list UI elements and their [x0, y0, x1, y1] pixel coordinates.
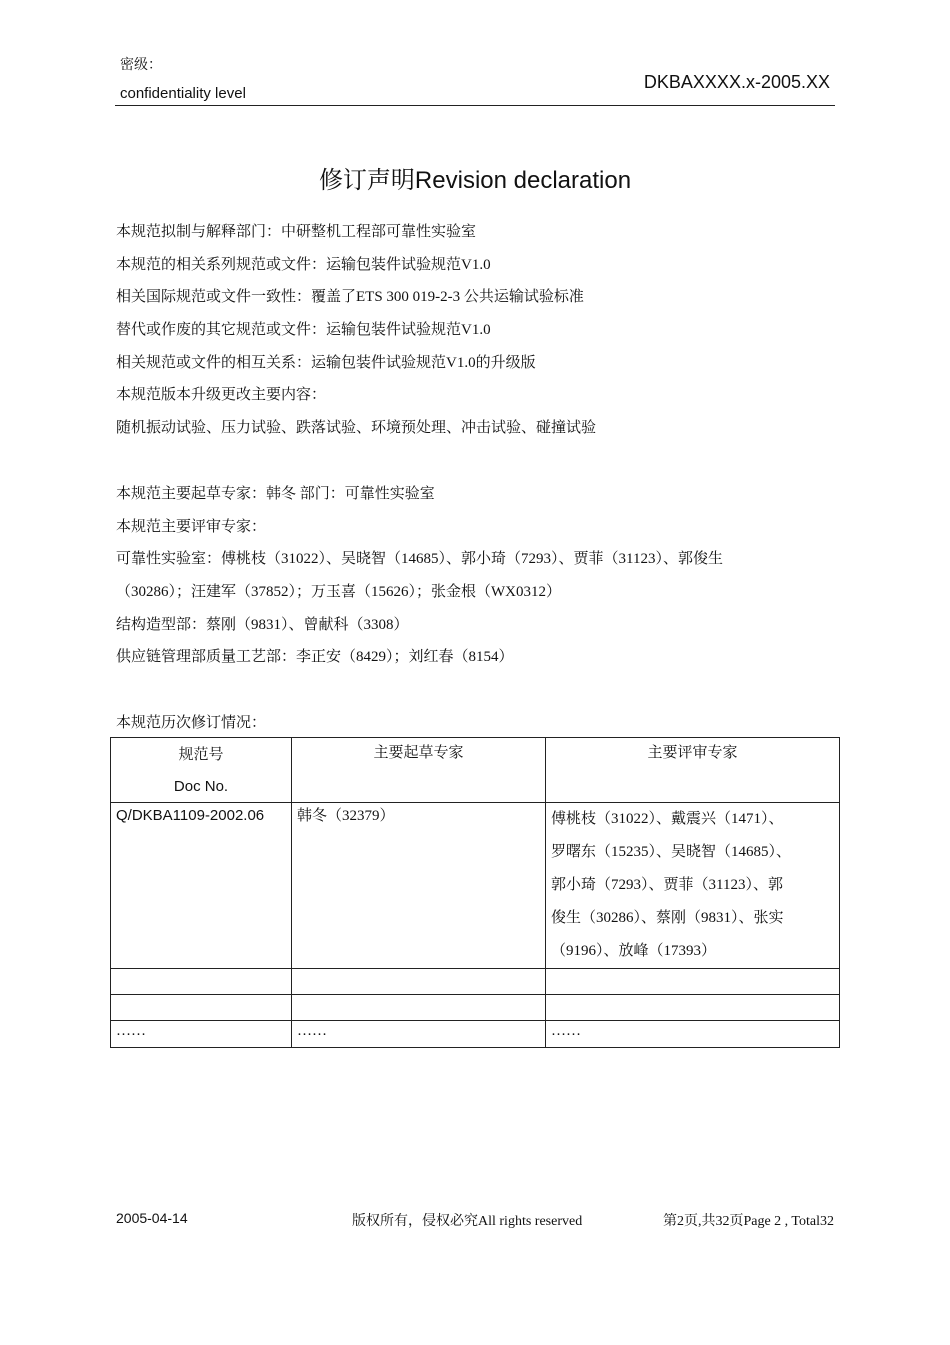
reviewers-reliability-lab-1: 可靠性实验室：傅桃枝（31022）、吴晓智（14685）、郭小琦（7293）、贾菲（31123）、郭俊生 [116, 551, 723, 568]
cell-reviewers-line: （9196）、放峰（17393） [551, 943, 717, 959]
spacer [116, 449, 846, 482]
page-title: 修订声明Revision declaration [318, 167, 632, 194]
info-line-superseded: 替代或作废的其它规范或文件：运输包装件试验规范V1.0 [116, 322, 491, 339]
header-doc-no-cn: 规范号 [178, 747, 224, 763]
cell-reviewers-line: 罗曙东（15235）、吴晓智（14685）、 [551, 844, 792, 860]
ellipsis-cell: …… [111, 1021, 292, 1048]
declaration-body [116, 220, 846, 744]
cell-reviewers-line: 郭小琦（7293）、贾菲（31123）、郭 [551, 877, 783, 893]
cell-reviewers-line: 俊生（30286）、蔡刚（9831）、张实 [551, 910, 784, 926]
header-reviewers: 主要评审专家 [546, 738, 840, 803]
info-line-changes-content: 随机振动试验、压力试验、跌落试验、环境预处理、冲击试验、碰撞试验 [116, 420, 597, 437]
empty-cell [111, 995, 292, 1021]
spacer [116, 678, 846, 711]
info-line-changes-label: 本规范版本升级更改主要内容： [116, 387, 327, 404]
footer-page-number: 第2页,共32页Page 2 , Total32 [662, 1214, 834, 1229]
header-drafter: 主要起草专家 [292, 738, 546, 803]
cell-reviewers-line: 傅桃枝（31022）、戴震兴（1471）、 [551, 811, 784, 827]
classification-label-en: confidentiality level [120, 85, 246, 102]
header-doc-no-en: Doc No. [173, 778, 229, 795]
header-divider [115, 105, 835, 106]
revision-history-table [110, 737, 840, 1048]
empty-cell [292, 969, 546, 995]
info-line-relationship: 相关规范或文件的相互关系：运输包装件试验规范V1.0的升级版 [116, 354, 536, 371]
empty-cell [546, 995, 840, 1021]
drafter-line: 本规范主要起草专家：韩冬 部门：可靠性实验室 [116, 485, 435, 502]
table-header-row [111, 738, 840, 803]
table-row-ellipsis [111, 1021, 840, 1048]
cell-drafter-text: 韩冬（32379） [297, 808, 395, 824]
reviewers-label: 本规范主要评审专家： [116, 518, 267, 535]
reviewers-supply-chain: 供应链管理部质量工艺部：李正安（8429）；刘红春（8154） [116, 649, 514, 666]
cell-doc-no: Q/DKBA1109-2002.06 [111, 803, 292, 969]
footer-date: 2005-04-14 [116, 1210, 188, 1226]
empty-cell [546, 969, 840, 995]
reviewers-reliability-lab-2: （30286）；汪建军（37852）；万玉喜（15626）；张金根（WX0312） [116, 583, 561, 600]
footer-copyright: 版权所有，侵权必究All rights reserved [352, 1214, 583, 1229]
table-row-empty [111, 995, 840, 1021]
header-doc-no [111, 738, 292, 803]
info-line-department: 本规范拟制与解释部门：中研整机工程部可靠性实验室 [116, 224, 477, 240]
info-line-related-docs: 本规范的相关系列规范或文件：运输包装件试验规范V1.0 [116, 256, 491, 273]
cell-reviewers [546, 803, 840, 969]
reviewers-structure: 结构造型部：蔡刚（9831）、曾献科（3308） [116, 616, 409, 633]
info-line-intl-consistency: 相关国际规范或文件一致性：覆盖了ETS 300 019-2-3 公共运输试验标准 [116, 289, 584, 306]
empty-cell [111, 969, 292, 995]
empty-cell [292, 995, 546, 1021]
document-id: DKBAXXXX.x-2005.XX [643, 72, 830, 92]
classification-label-cn: 密级： [120, 58, 162, 73]
table-row [111, 803, 840, 969]
history-label: 本规范历次修订情况： [116, 714, 267, 731]
ellipsis-cell: …… [292, 1021, 546, 1048]
table-row-empty [111, 969, 840, 995]
cell-drafter [292, 803, 546, 969]
ellipsis-cell: …… [546, 1021, 840, 1048]
